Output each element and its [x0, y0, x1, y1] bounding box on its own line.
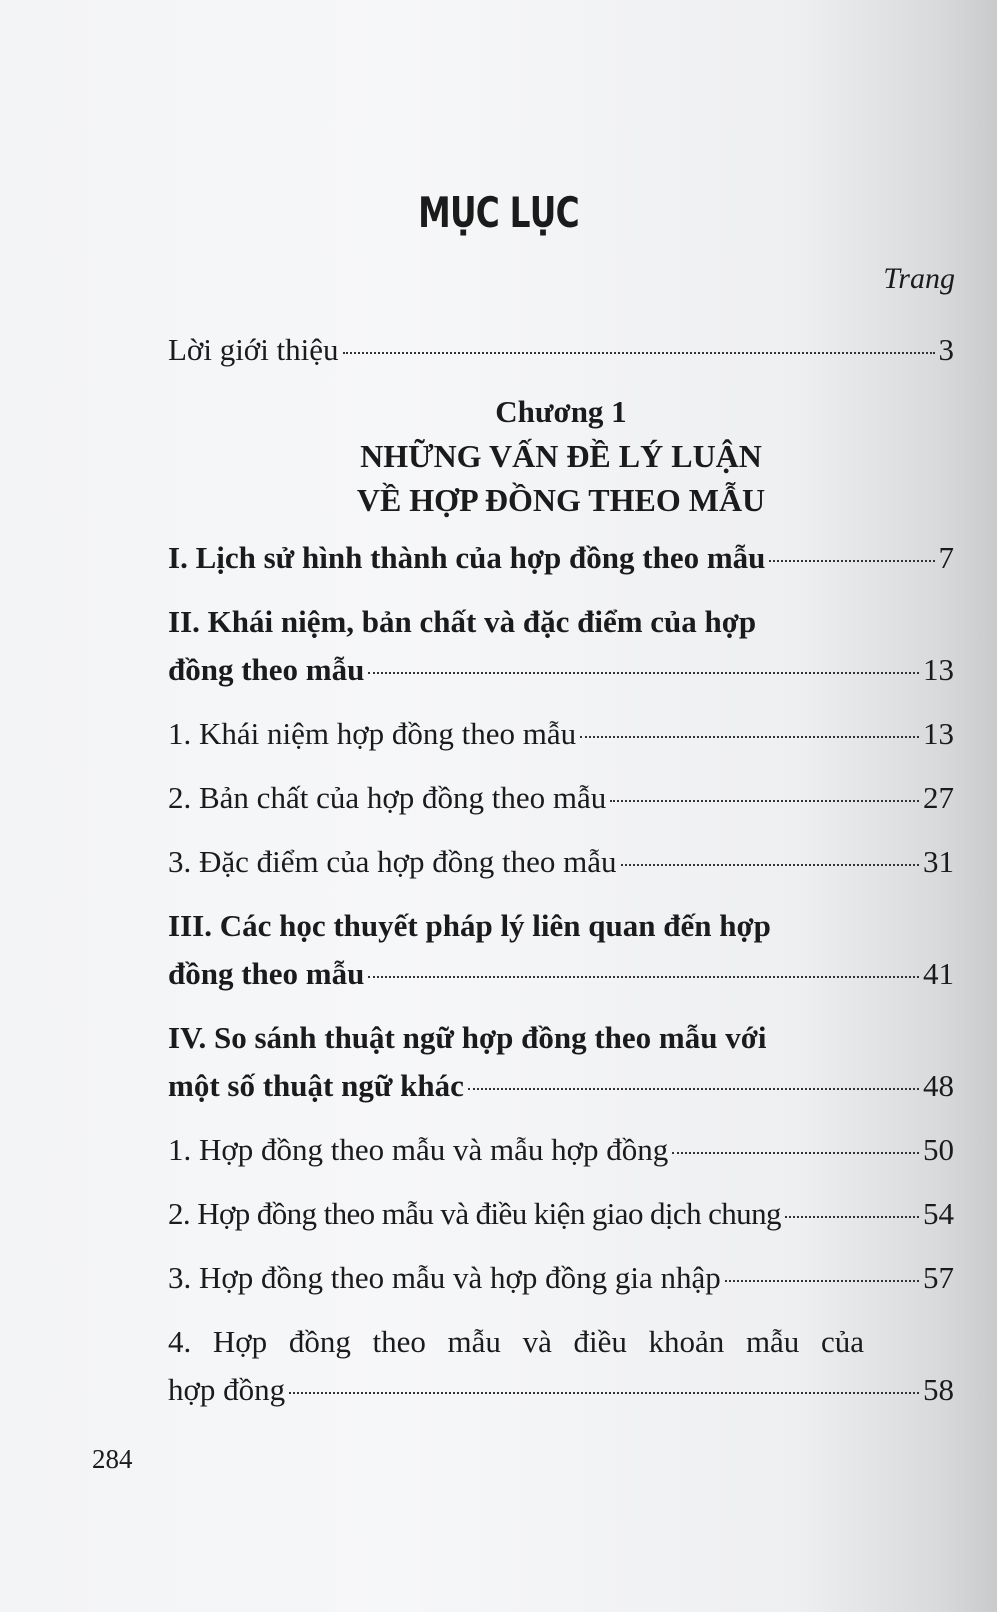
toc-entry-page: 54 — [923, 1196, 954, 1231]
word: của — [820, 1324, 864, 1359]
word: Hợp — [212, 1324, 268, 1359]
toc-entry-text: 1. Khái niệm hợp đồng theo mẫu — [168, 716, 577, 751]
toc-entry-page: 27 — [923, 780, 954, 815]
toc-entry-text-line2: đồng theo mẫu — [168, 956, 365, 991]
dot-leader — [610, 800, 919, 802]
toc-entry-text-line2: một số thuật ngữ khác — [168, 1068, 464, 1103]
dot-leader — [368, 976, 919, 978]
word: 4. — [168, 1324, 192, 1359]
dot-leader — [343, 352, 935, 354]
dot-leader — [769, 560, 934, 562]
word: theo — [372, 1324, 426, 1359]
toc-entry-page: 13 — [923, 652, 954, 687]
toc-entry-page: 50 — [923, 1132, 954, 1167]
toc-entry-section-1[interactable] — [168, 534, 954, 582]
dot-leader — [580, 736, 919, 738]
toc-entry-text-line2: đồng theo mẫu — [168, 652, 365, 687]
toc-entry-page: 58 — [923, 1372, 954, 1407]
table-of-contents — [168, 326, 954, 1430]
chapter-label: Chương 1 — [495, 394, 627, 429]
toc-entry-text-line1 — [168, 1318, 864, 1366]
word: mẫu — [447, 1324, 501, 1359]
toc-entry-text-line2: hợp đồng — [168, 1372, 286, 1407]
toc-entry-page: 31 — [923, 844, 954, 879]
toc-entry-section-2[interactable] — [168, 598, 954, 694]
toc-entry-text: I. Lịch sử hình thành của hợp đồng theo mẫu — [168, 540, 766, 575]
dot-leader — [672, 1152, 919, 1154]
toc-entry-item-4-3[interactable] — [168, 1254, 954, 1302]
page-number: 284 — [92, 1444, 133, 1474]
toc-entry-item-4-1[interactable] — [168, 1126, 954, 1174]
toc-entry-item-4-2[interactable] — [168, 1190, 954, 1238]
toc-entry-section-4[interactable] — [168, 1014, 954, 1110]
toc-entry-section-3[interactable] — [168, 902, 954, 998]
toc-entry-text-line1: II. Khái niệm, bản chất và đặc điểm của hợp — [168, 604, 757, 639]
dot-leader — [468, 1088, 919, 1090]
dot-leader — [621, 864, 919, 866]
toc-entry-text: 1. Hợp đồng theo mẫu và mẫu hợp đồng — [168, 1132, 669, 1167]
dot-leader — [785, 1216, 919, 1218]
chapter-title-line1: NHỮNG VẤN ĐỀ LÝ LUẬN — [360, 438, 762, 474]
toc-entry-item-2-2[interactable] — [168, 774, 954, 822]
page-column-label: Trang — [883, 262, 955, 295]
word: đồng — [288, 1324, 351, 1359]
toc-entry-page: 13 — [923, 716, 954, 751]
toc-entry-page: 41 — [923, 956, 954, 991]
word: mẫu — [745, 1324, 800, 1359]
word: khoản — [648, 1324, 725, 1359]
chapter-title-line2: VỀ HỢP ĐỒNG THEO MẪU — [356, 482, 766, 518]
toc-entry-text: 3. Hợp đồng theo mẫu và hợp đồng gia nhập — [168, 1260, 721, 1295]
toc-entry-item-2-1[interactable] — [168, 710, 954, 758]
dot-leader — [725, 1280, 919, 1282]
page-title: MỤC LỤC — [418, 188, 579, 237]
toc-entry-item-2-3[interactable] — [168, 838, 954, 886]
dot-leader — [289, 1392, 919, 1394]
chapter-heading — [168, 390, 954, 522]
toc-entry-page: 48 — [923, 1068, 954, 1103]
toc-entry-text: 3. Đặc điểm của hợp đồng theo mẫu — [168, 844, 617, 879]
toc-entry-text: 2. Hợp đồng theo mẫu và điều kiện giao dịch chung — [168, 1196, 781, 1231]
toc-entry-page: 3 — [938, 332, 954, 367]
toc-entry-item-4-4[interactable] — [168, 1318, 954, 1414]
toc-entry-page: 57 — [923, 1260, 954, 1295]
word: điều — [573, 1324, 627, 1359]
toc-entry-text-line1: III. Các học thuyết pháp lý liên quan đến hợp — [168, 908, 771, 943]
toc-entry-text: Lời giới thiệu — [168, 332, 339, 367]
toc-entry-text: 2. Bản chất của hợp đồng theo mẫu — [168, 780, 607, 815]
toc-entry-page: 7 — [938, 540, 954, 575]
toc-entry-intro[interactable] — [168, 326, 954, 374]
toc-entry-text-line1: IV. So sánh thuật ngữ hợp đồng theo mẫu với — [168, 1020, 767, 1055]
dot-leader — [368, 672, 919, 674]
word: và — [522, 1324, 552, 1359]
